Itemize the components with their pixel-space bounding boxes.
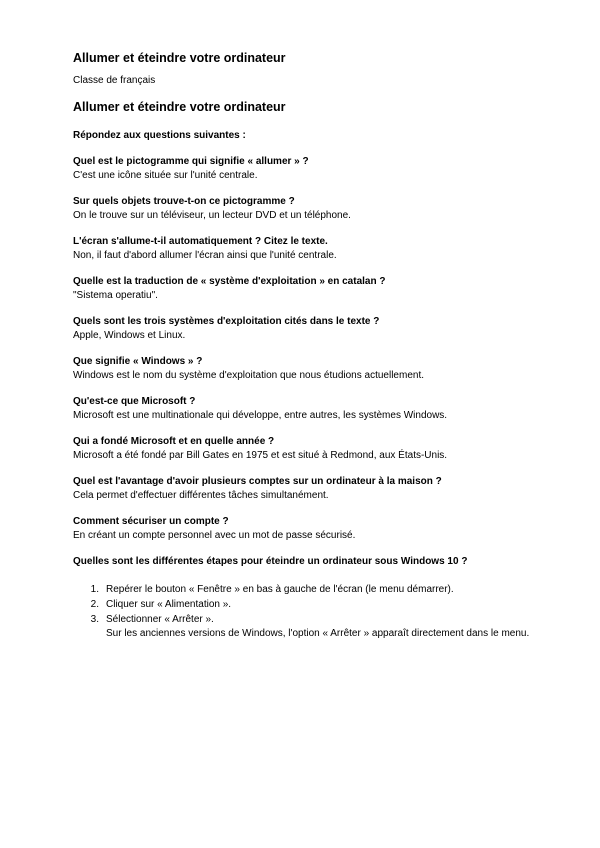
step-item bbox=[73, 583, 533, 596]
answer: "Sistema operatiu". bbox=[73, 290, 158, 301]
qa-item bbox=[73, 395, 533, 422]
answer: Cela permet d'effectuer différentes tâches simultanément. bbox=[73, 490, 329, 501]
document-subtitle: Classe de français bbox=[73, 75, 156, 86]
final-question: Quelles sont les différentes étapes pour éteindre un ordinateur sous Windows 10 ? bbox=[73, 556, 468, 567]
step-text: Cliquer sur « Alimentation ». bbox=[106, 599, 232, 610]
question: Qu'est-ce que Microsoft ? bbox=[73, 396, 196, 407]
qa-item bbox=[73, 355, 533, 382]
step-number: 2. bbox=[90, 599, 99, 610]
question: Sur quels objets trouve-t-on ce pictogramme ? bbox=[73, 196, 295, 207]
question: Quels sont les trois systèmes d'exploitation cités dans le texte ? bbox=[73, 316, 380, 327]
step-item bbox=[73, 613, 533, 640]
qa-item bbox=[73, 155, 533, 182]
answer: Microsoft a été fondé par Bill Gates en 1975 et est situé à Redmond, aux États-Unis. bbox=[73, 450, 448, 461]
answer: Microsoft est une multinationale qui développe, entre autres, les systèmes Windows. bbox=[73, 410, 448, 421]
question: Quelle est la traduction de « système d'exploitation » en catalan ? bbox=[73, 276, 386, 287]
step-text: Sélectionner « Arrêter ». bbox=[106, 614, 214, 625]
instruction-text: Répondez aux questions suivantes : bbox=[73, 130, 246, 141]
answer: C'est une icône située sur l'unité centrale. bbox=[73, 170, 258, 181]
step-item bbox=[73, 598, 533, 611]
qa-item bbox=[73, 195, 533, 222]
qa-item bbox=[73, 235, 533, 262]
answer: Apple, Windows et Linux. bbox=[73, 330, 186, 341]
question: Qui a fondé Microsoft et en quelle année ? bbox=[73, 436, 275, 447]
step-text: Repérer le bouton « Fenêtre » en bas à gauche de l'écran (le menu démarrer). bbox=[106, 584, 454, 595]
question: Quel est le pictogramme qui signifie « allumer » ? bbox=[73, 156, 309, 167]
qa-item bbox=[73, 275, 533, 302]
step-body bbox=[106, 583, 533, 596]
qa-item bbox=[73, 475, 533, 502]
step-body bbox=[106, 598, 533, 611]
question: Que signifie « Windows » ? bbox=[73, 356, 203, 367]
document-title: Allumer et éteindre votre ordinateur bbox=[73, 51, 286, 65]
answer: Non, il faut d'abord allumer l'écran ainsi que l'unité centrale. bbox=[73, 250, 337, 261]
answer: On le trouve sur un téléviseur, un lecteur DVD et un téléphone. bbox=[73, 210, 351, 221]
document-page bbox=[73, 50, 533, 642]
step-note: Sur les anciennes versions de Windows, l'option « Arrêter » apparaît directement dans le menu. bbox=[106, 628, 530, 639]
step-number: 3. bbox=[90, 614, 99, 625]
qa-item bbox=[73, 435, 533, 462]
answer: En créant un compte personnel avec un mot de passe sécurisé. bbox=[73, 530, 356, 541]
step-number: 1. bbox=[90, 584, 99, 595]
section-title: Allumer et éteindre votre ordinateur bbox=[73, 100, 286, 114]
question: Comment sécuriser un compte ? bbox=[73, 516, 229, 527]
qa-list bbox=[73, 155, 533, 542]
step-body bbox=[106, 613, 533, 640]
question: Quel est l'avantage d'avoir plusieurs comptes sur un ordinateur à la maison ? bbox=[73, 476, 442, 487]
answer: Windows est le nom du système d'exploitation que nous étudions actuellement. bbox=[73, 370, 424, 381]
steps-list bbox=[73, 583, 533, 640]
qa-item bbox=[73, 515, 533, 542]
qa-item bbox=[73, 315, 533, 342]
question: L'écran s'allume-t-il automatiquement ? Citez le texte. bbox=[73, 236, 328, 247]
